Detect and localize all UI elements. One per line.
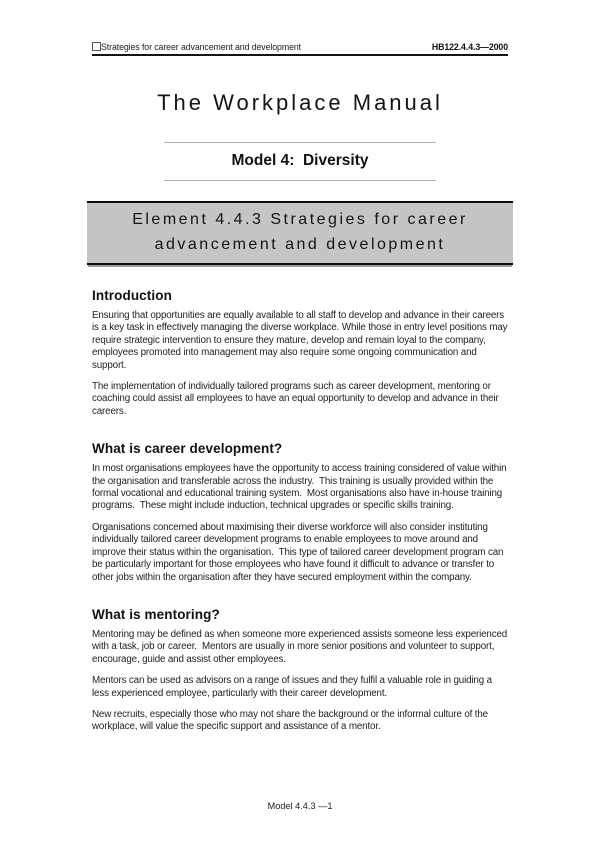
section-heading-mentoring: What is mentoring? — [92, 606, 220, 622]
mentoring-paragraph-1: Mentoring may be defined as when someone more experienced assists someone less experienced with a task, job or career. Mentors are usually in more senior positions and volunteer to support, encourage, guide and assist other employees. — [92, 628, 510, 665]
rule-below-model — [164, 180, 436, 181]
running-header — [92, 42, 508, 56]
career-development-paragraph-2: Organisations concerned about maximising their diverse workforce will also consider instituting individually tailored career development programs to enable employees to move around and improve their status within the organisation. This type of tailored career development program can be particularly important for those employees who have found it difficult to advance or transfer to other jobs within the organisation after they have secured employment within the company. — [92, 521, 506, 583]
career-development-paragraph-1: In most organisations employees have the opportunity to access training considered of value within the organisation and transferable across the industry. This training is usually provided within the formal vocational and educational training system. Most organisations also have in-house training programs. These might include induction, technical upgrades or specific skills training. — [92, 463, 510, 512]
element-banner-line1: Element 4.4.3 Strategies for career — [132, 211, 468, 228]
mentoring-paragraph-2: Mentors can be used as advisors on a range of issues and they fulfil a valuable role in guiding a less experienced employee, particularly with their career development. — [92, 675, 495, 699]
section-career-development — [92, 441, 508, 584]
introduction-paragraph-1: Ensuring that opportunities are equally available to all staff to develop and advance in their careers is a key task in effectively managing the diverse workplace. While those in entry level positions may require strategic intervention to ensure they mature, develop and remain loyal to the company, employees promoted into management may also require some ongoing communication and support. — [92, 310, 510, 371]
rule-above-model — [164, 142, 436, 143]
section-mentoring — [92, 607, 508, 734]
checkbox-icon — [92, 42, 101, 51]
running-header-title: Strategies for career advancement and development — [101, 42, 301, 52]
model-heading-block — [164, 142, 436, 181]
introduction-paragraph-2: The implementation of individually tailored programs such as career development, mentoring or coaching could assist all employees to have an equal opportunity to develop and advance in their careers. — [92, 381, 502, 417]
section-heading-introduction: Introduction — [92, 288, 172, 303]
mentoring-paragraph-3: New recruits, especially those who may not share the background or the informal culture of the workplace, will value the specific support and assistance of a mentor. — [92, 708, 491, 733]
page-number-footer: Model 4.4.3 —1 — [267, 801, 333, 811]
section-heading-career-development: What is career development? — [92, 441, 283, 457]
manual-title: The Workplace Manual — [157, 90, 443, 115]
model-heading: Model 4: Diversity — [231, 152, 369, 169]
running-header-left — [92, 42, 301, 52]
element-banner-line2: advancement and development — [154, 236, 446, 253]
element-banner — [87, 201, 513, 265]
page-content — [92, 42, 508, 743]
section-introduction — [92, 288, 508, 418]
document-code: HB122.4.4.3—2000 — [431, 42, 508, 52]
